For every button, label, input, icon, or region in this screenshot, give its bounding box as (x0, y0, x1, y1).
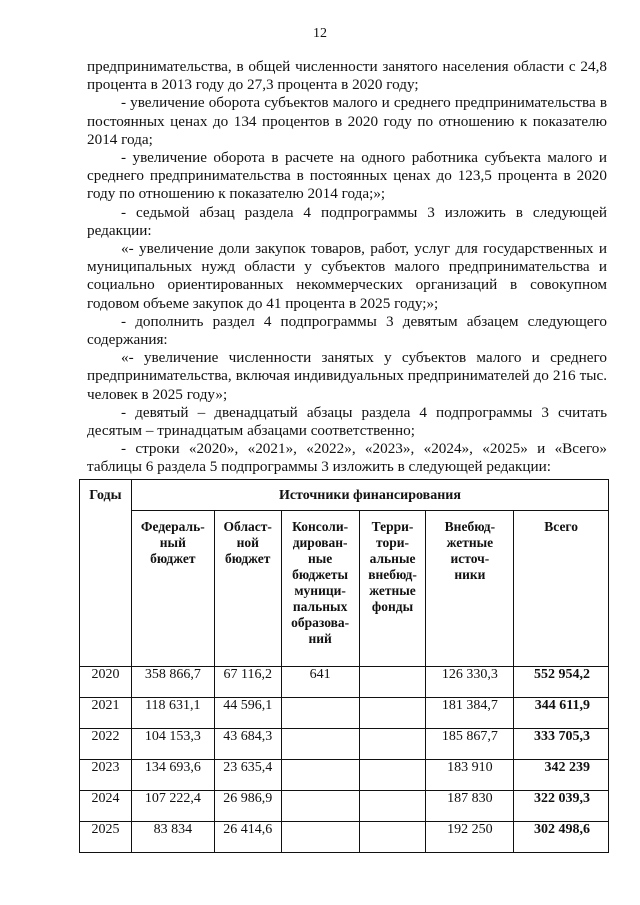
funds-cell (359, 667, 426, 698)
table-row (80, 698, 609, 729)
column-header-municipal: Консоли- дирован- ные бюджеты муници- пальных образова- ний (281, 511, 359, 667)
total-cell: 302 498,6 (514, 822, 609, 853)
year-cell: 2022 (80, 729, 132, 760)
municipal-cell (281, 791, 359, 822)
funds-cell (359, 729, 426, 760)
paragraph: - строки «2020», «2021», «2022», «2023», «2024», «2025» и «Всего» таблицы 6 раздела 5 подпрограммы 3 изложить в следующей редакции: (87, 440, 607, 476)
table-row (80, 822, 609, 853)
federal-cell: 358 866,7 (131, 667, 214, 698)
regional-cell: 26 986,9 (214, 791, 281, 822)
municipal-cell: 641 (281, 667, 359, 698)
total-cell: 344 611,9 (514, 698, 609, 729)
federal-cell: 104 153,3 (131, 729, 214, 760)
total-cell: 552 954,2 (514, 667, 609, 698)
regional-cell: 26 414,6 (214, 822, 281, 853)
regional-cell: 67 116,2 (214, 667, 281, 698)
sources-header: Источники финансирования (131, 480, 608, 511)
municipal-cell (281, 698, 359, 729)
table-row (80, 760, 609, 791)
column-header-federal: Федераль- ный бюджет (131, 511, 214, 667)
table-row (80, 791, 609, 822)
financing-table (79, 479, 609, 853)
year-cell: 2023 (80, 760, 132, 791)
municipal-cell (281, 822, 359, 853)
extra-cell: 185 867,7 (426, 729, 514, 760)
paragraph: «- увеличение доли закупок товаров, работ, услуг для государственных и муниципальных нужд области у субъектов малого предпринимательства и социально ориентированных некоммерческих организаций в совокупном годовом объеме закупок до 41 процента в 2025 году;»; (87, 240, 607, 312)
year-cell: 2020 (80, 667, 132, 698)
federal-cell: 118 631,1 (131, 698, 214, 729)
table-row (80, 667, 609, 698)
extra-cell: 187 830 (426, 791, 514, 822)
total-cell: 342 239 (514, 760, 609, 791)
regional-cell: 43 684,3 (214, 729, 281, 760)
funds-cell (359, 822, 426, 853)
extra-cell: 181 384,7 (426, 698, 514, 729)
extra-cell: 192 250 (426, 822, 514, 853)
paragraph: - девятый – двенадцатый абзацы раздела 4 подпрограммы 3 считать десятым – тринадцатым абзацами соответственно; (87, 403, 607, 440)
federal-cell: 83 834 (131, 822, 214, 853)
year-cell: 2021 (80, 698, 132, 729)
column-header-regional: Област- ной бюджет (214, 511, 281, 667)
paragraph: - седьмой абзац раздела 4 подпрограммы 3 изложить в следующей редакции: (87, 203, 607, 239)
municipal-cell (281, 760, 359, 791)
paragraph: - увеличение оборота в расчете на одного работника субъекта малого и среднего предпринимательства в постоянных ценах до 123,5 процента в 2020 году по отношению к показателю 2014 года;»; (87, 149, 607, 203)
years-header: Годы (80, 480, 132, 667)
federal-cell: 134 693,6 (131, 760, 214, 791)
year-cell: 2024 (80, 791, 132, 822)
paragraph: предпринимательства, в общей численности занятого населения области с 24,8 процента в 2013 году до 27,3 процента в 2020 году; (87, 58, 607, 94)
column-header-total: Всего (514, 511, 609, 667)
page-number: 12 (313, 26, 327, 41)
table-row (80, 729, 609, 760)
year-cell: 2025 (80, 822, 132, 853)
column-header-funds: Терри- тори- альные внебюд- жетные фонды (359, 511, 426, 667)
funds-cell (359, 791, 426, 822)
column-header-extra: Внебюд- жетные источ- ники (426, 511, 514, 667)
regional-cell: 23 635,4 (214, 760, 281, 791)
total-cell: 322 039,3 (514, 791, 609, 822)
municipal-cell (281, 729, 359, 760)
extra-cell: 126 330,3 (426, 667, 514, 698)
regional-cell: 44 596,1 (214, 698, 281, 729)
document-body (87, 58, 607, 477)
extra-cell: 183 910 (426, 760, 514, 791)
paragraph: - увеличение оборота субъектов малого и среднего предпринимательства в постоянных ценах до 134 процентов в 2020 году по отношению к показателю 2014 года; (87, 94, 607, 148)
total-cell: 333 705,3 (514, 729, 609, 760)
funds-cell (359, 760, 426, 791)
paragraph: «- увеличение численности занятых у субъектов малого и среднего предпринимательства, включая индивидуальных предпринимателей до 216 тыс. человек в 2025 году»; (87, 349, 607, 403)
federal-cell: 107 222,4 (131, 791, 214, 822)
paragraph: - дополнить раздел 4 подпрограммы 3 девятым абзацем следующего содержания: (87, 312, 607, 349)
funds-cell (359, 698, 426, 729)
